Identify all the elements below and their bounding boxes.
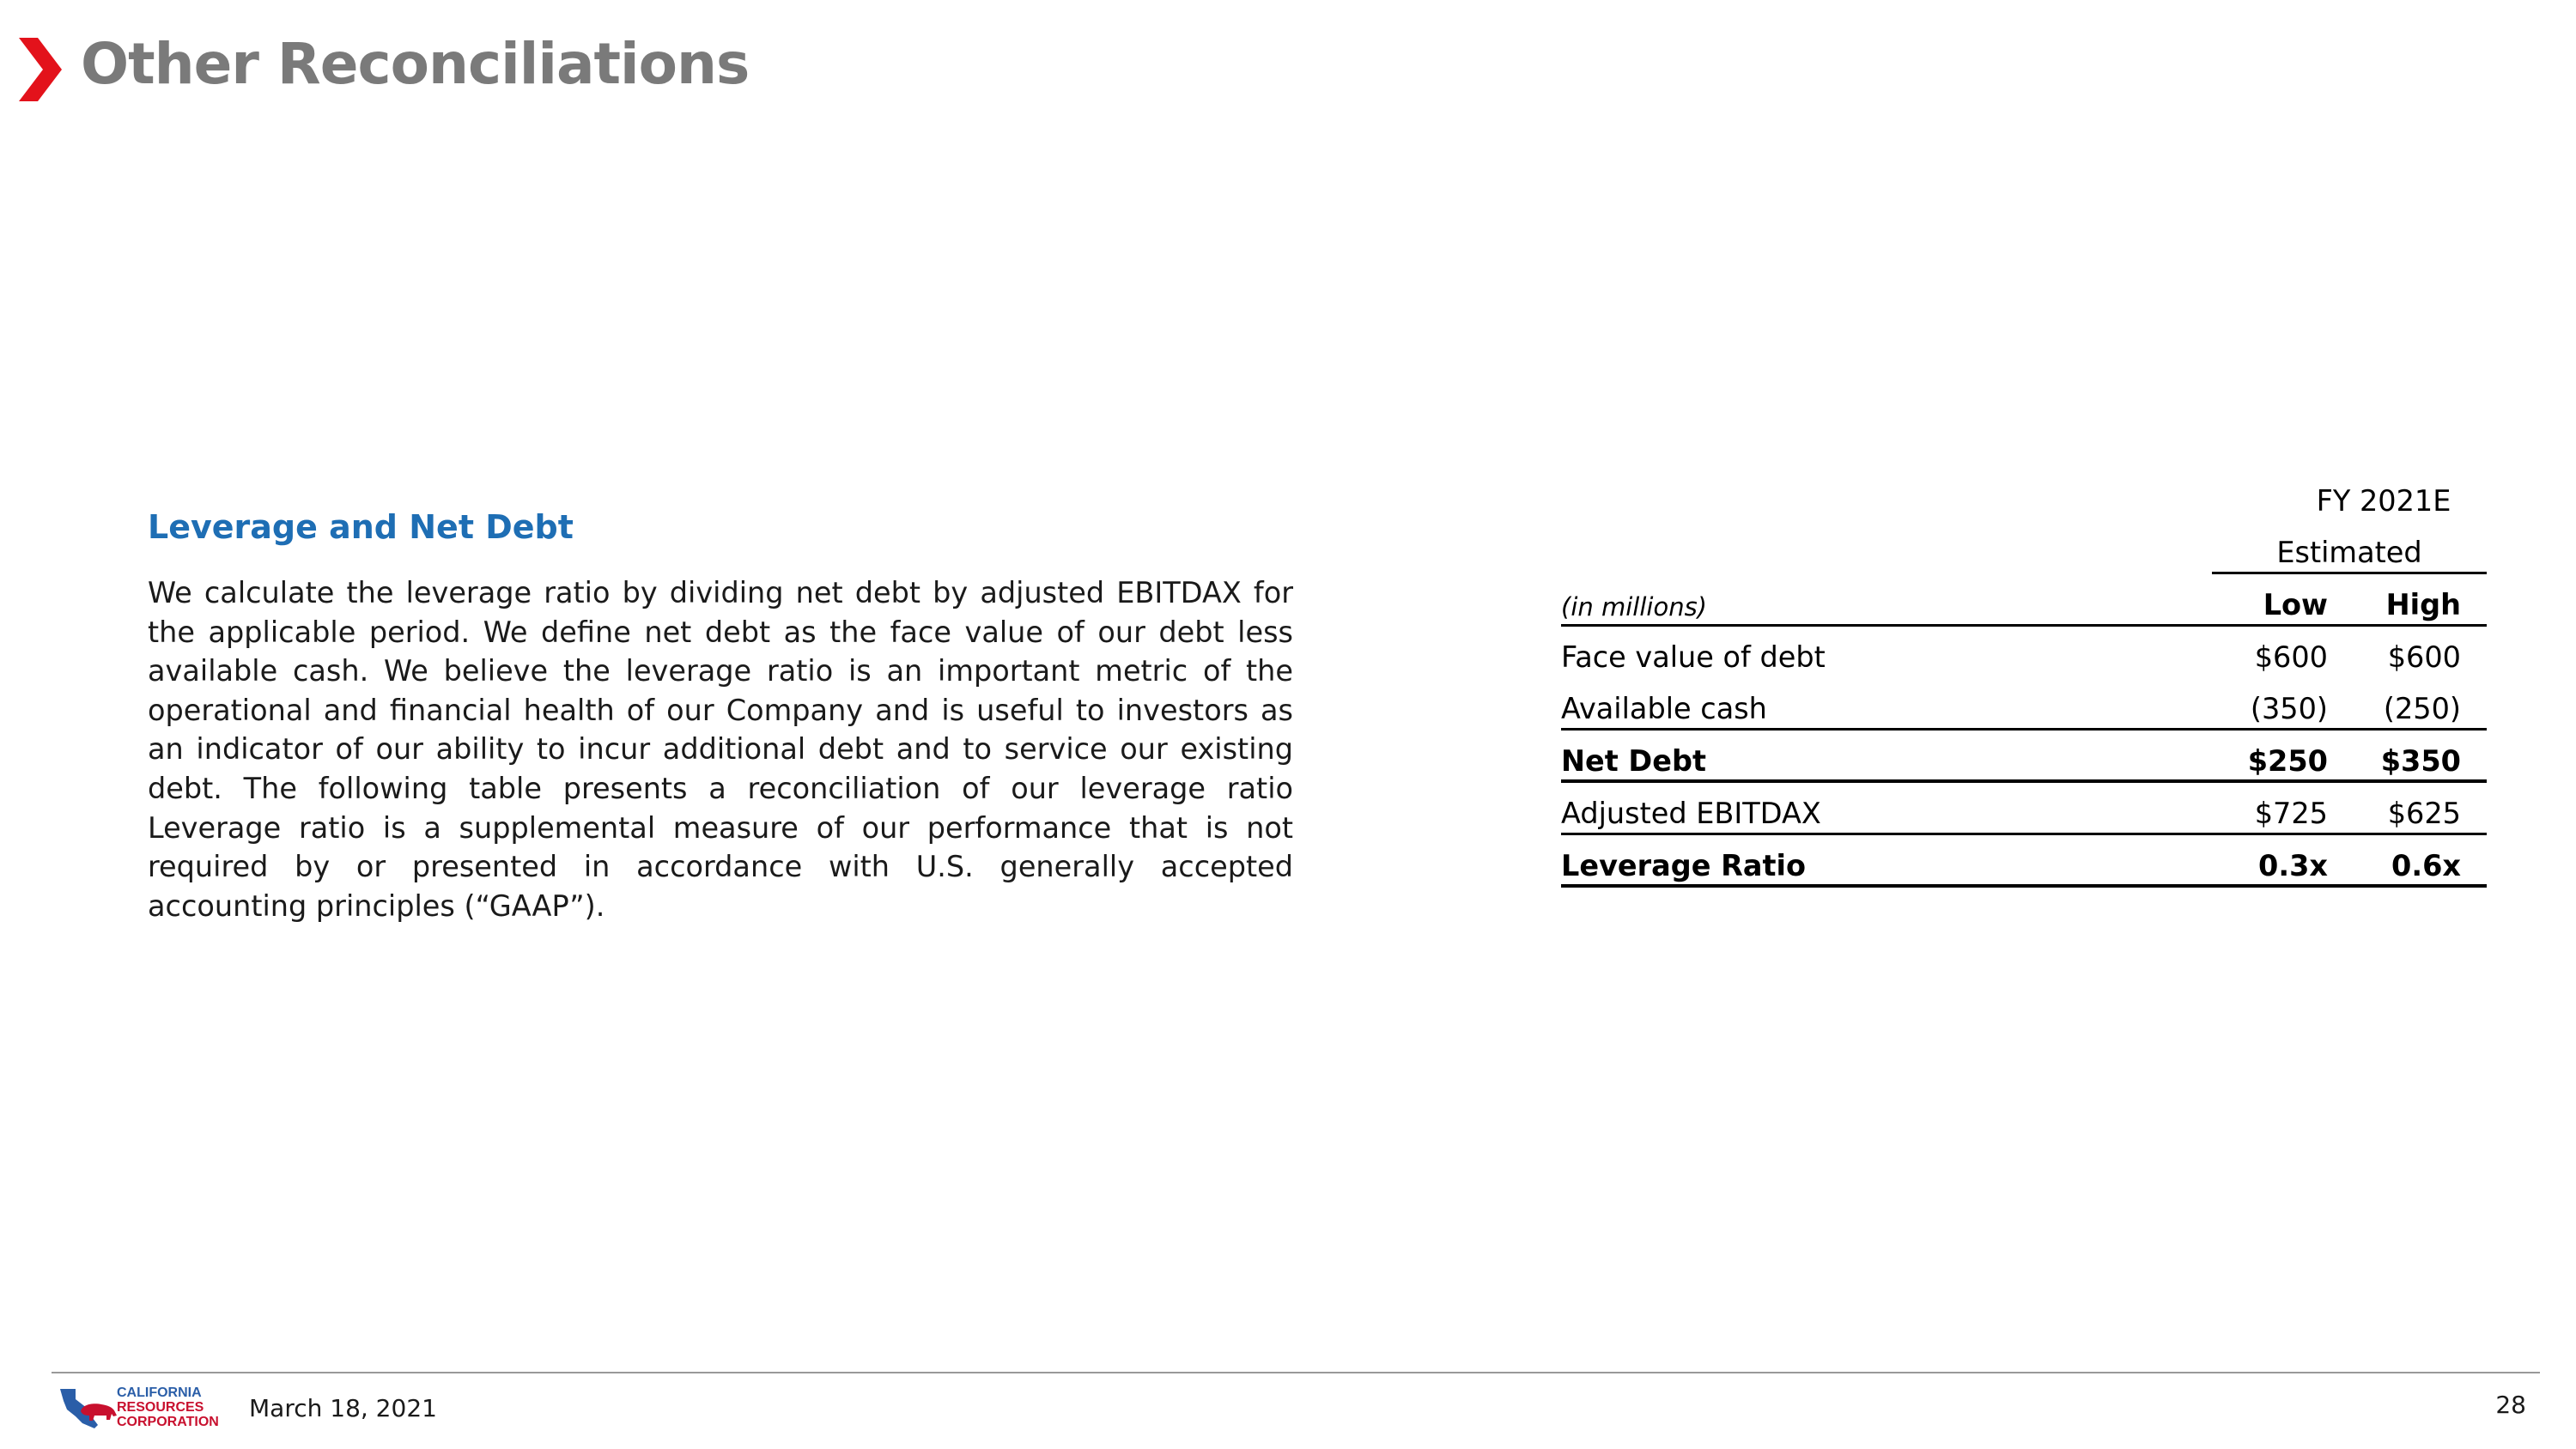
table-row-leverage-ratio [1561,835,2487,888]
estimated-header: Estimated [2276,536,2422,570]
row-value-high: $350 [2380,744,2461,779]
reconciliation-table [1561,470,2487,888]
row-value-low: $725 [2254,796,2328,830]
logo-line: CALIFORNIA [117,1385,202,1400]
row-value-low: $600 [2254,640,2328,674]
row-value-low: 0.3x [2258,848,2328,882]
section-heading: Leverage and Net Debt [148,508,574,546]
row-label: Available cash [1561,692,1767,726]
table-header-period-row [1561,470,2487,523]
table-row-adjusted-ebitdax [1561,783,2487,835]
table-row-face-value-of-debt [1561,627,2487,679]
row-label: Net Debt [1561,744,1706,779]
page-number: 28 [2495,1391,2526,1419]
row-value-high: $600 [2387,640,2461,674]
row-underline [1561,884,2487,888]
footer-divider [52,1372,2540,1373]
footer-date: March 18, 2021 [249,1394,437,1422]
slide-title: Other Reconciliations [81,31,750,97]
row-value-high: $625 [2387,796,2461,830]
logo-line: CORPORATION [117,1415,219,1429]
row-label: Adjusted EBITDAX [1561,796,1821,830]
table-header-columns-row [1561,574,2487,627]
row-label: Face value of debt [1561,640,1826,674]
section-body: We calculate the leverage ratio by dividing net debt by adjusted EBITDAX for the applicable period. We define net debt as the face value of our debt less available cash. We believe the leverage ratio is an important metric of the operational and financial health of our Company and is useful to investors as an indicator of our ability to incur additional debt and to service our existing debt. The following table presents a reconciliation of our leverage ratio Leverage ratio is a supplemental measure of our performance that is not required by or presented in accordance with U.S. generally accepted accounting principles (“GAAP”). [148,576,1293,923]
table-header-estimated-row [1561,523,2487,575]
row-value-high: 0.6x [2391,848,2461,882]
chevron-right-icon [19,38,62,101]
period-header: FY 2021E [2316,483,2451,518]
row-label: Leverage Ratio [1561,848,1807,882]
logo-line: RESOURCES [117,1400,204,1415]
row-value-high: (250) [2383,692,2461,726]
row-value-low: $250 [2247,744,2328,779]
unit-label: (in millions) [1561,592,1707,622]
table-row-available-cash [1561,679,2487,731]
row-value-low: (350) [2250,692,2328,726]
table-row-net-debt [1561,731,2487,783]
column-header-high: High [2385,588,2461,622]
column-header-low: Low [2263,588,2328,622]
california-bear-icon [57,1385,118,1430]
company-logo [117,1385,219,1429]
